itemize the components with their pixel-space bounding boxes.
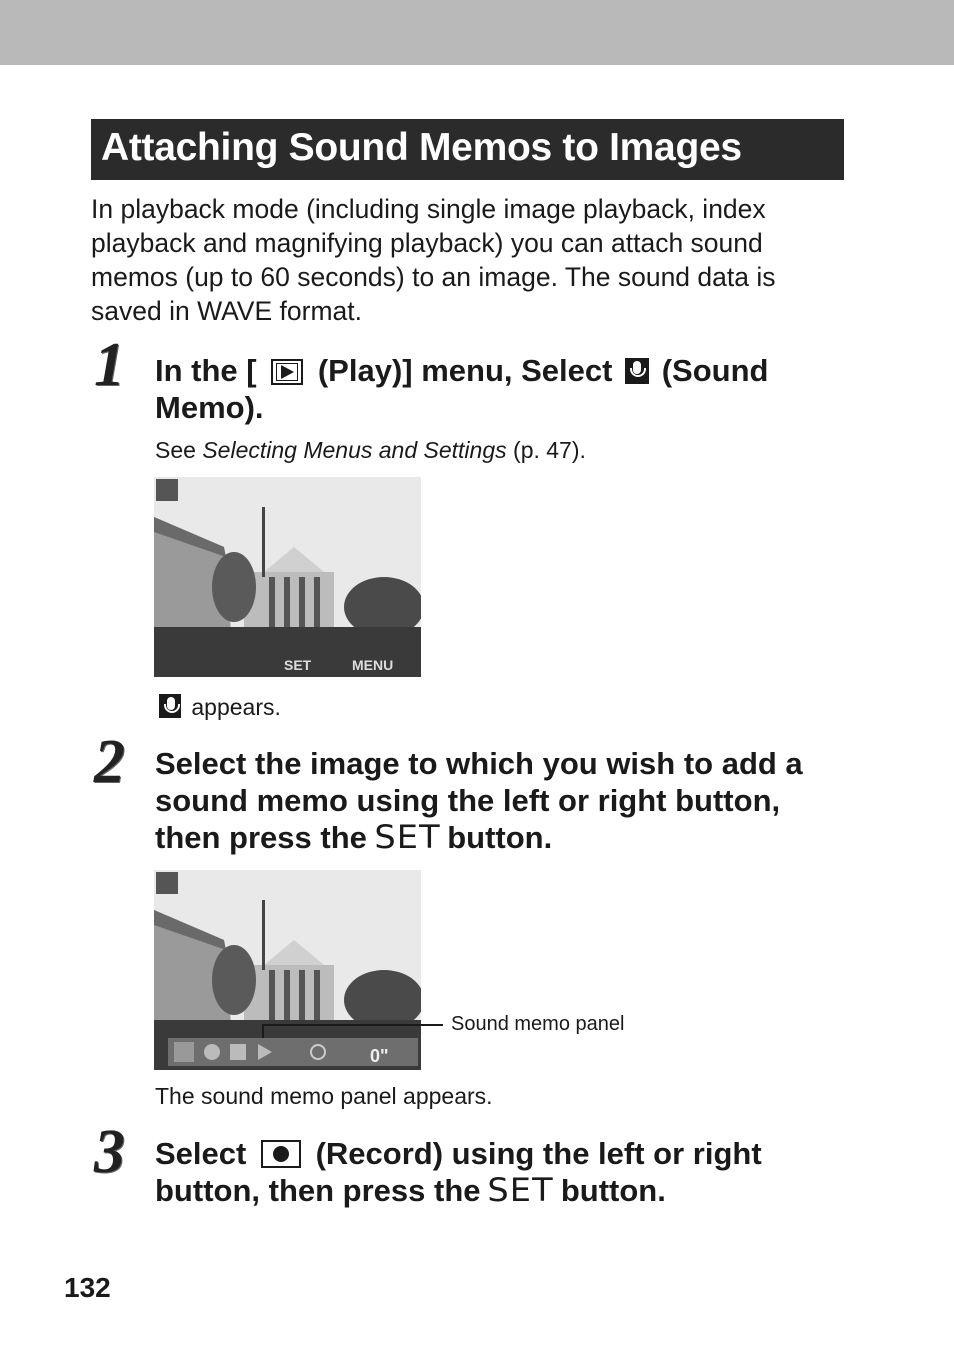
set-button-icon: SET <box>373 818 441 856</box>
see-prefix: See <box>155 437 203 463</box>
callout-tick <box>262 1024 264 1038</box>
page-header-band <box>0 0 954 65</box>
step-2-heading-part1: Select the image to which you wish to add a sound memo using the left or right button, then press the <box>155 746 803 855</box>
step-1-heading-part2: (Play)] menu, Select <box>317 353 613 388</box>
camera-screen-2 <box>154 870 421 1070</box>
step-1-caption-text: appears. <box>185 694 281 720</box>
see-suffix: (p. 47). <box>506 437 586 463</box>
page-number: 132 <box>64 1272 111 1303</box>
sound-memo-panel-callout: Sound memo panel <box>451 1013 625 1035</box>
step-1-see-reference <box>155 436 586 464</box>
step-3-heading-part3: button. <box>560 1173 666 1208</box>
step-3-heading-part2: (Record) using the left or right button, then press the <box>155 1136 762 1208</box>
step-2-caption: The sound memo panel appears. <box>155 1083 493 1109</box>
step-1-caption <box>155 693 281 721</box>
screen-menu-label: MENU <box>352 657 394 673</box>
camera-screen-1 <box>154 477 421 677</box>
play-icon <box>271 359 303 385</box>
step-1-number: 1 <box>94 331 125 399</box>
sound-memo-icon <box>625 358 649 384</box>
step-3-heading-part1: Select <box>155 1136 247 1171</box>
panel-time: 0" <box>370 1046 389 1066</box>
intro-paragraph: In playback mode (including single image playback, index playback and magnifying playback) you can attach sound memos (up to 60 seconds) to an image. The sound data is saved in WAVE format. <box>91 194 776 326</box>
sound-memo-icon <box>159 694 181 718</box>
page-title: Attaching Sound Memos to Images <box>91 119 844 180</box>
step-1-heading-part1: In the [ <box>155 353 257 388</box>
record-icon <box>261 1140 301 1168</box>
set-button-icon: SET <box>487 1171 554 1209</box>
step-2-heading-part2: button. <box>447 820 553 855</box>
see-reference-title: Selecting Menus and Settings <box>202 437 507 463</box>
screen-set-label: SET <box>284 657 312 673</box>
step-2-number: 2 <box>94 728 125 796</box>
step-1-heading-part3: (Sound Memo). <box>155 353 769 425</box>
step-1-heading <box>155 352 855 426</box>
step-3-number: 3 <box>94 1118 125 1186</box>
step-2-heading <box>155 745 845 856</box>
step-3-heading <box>155 1135 845 1209</box>
callout-line <box>262 1024 443 1026</box>
